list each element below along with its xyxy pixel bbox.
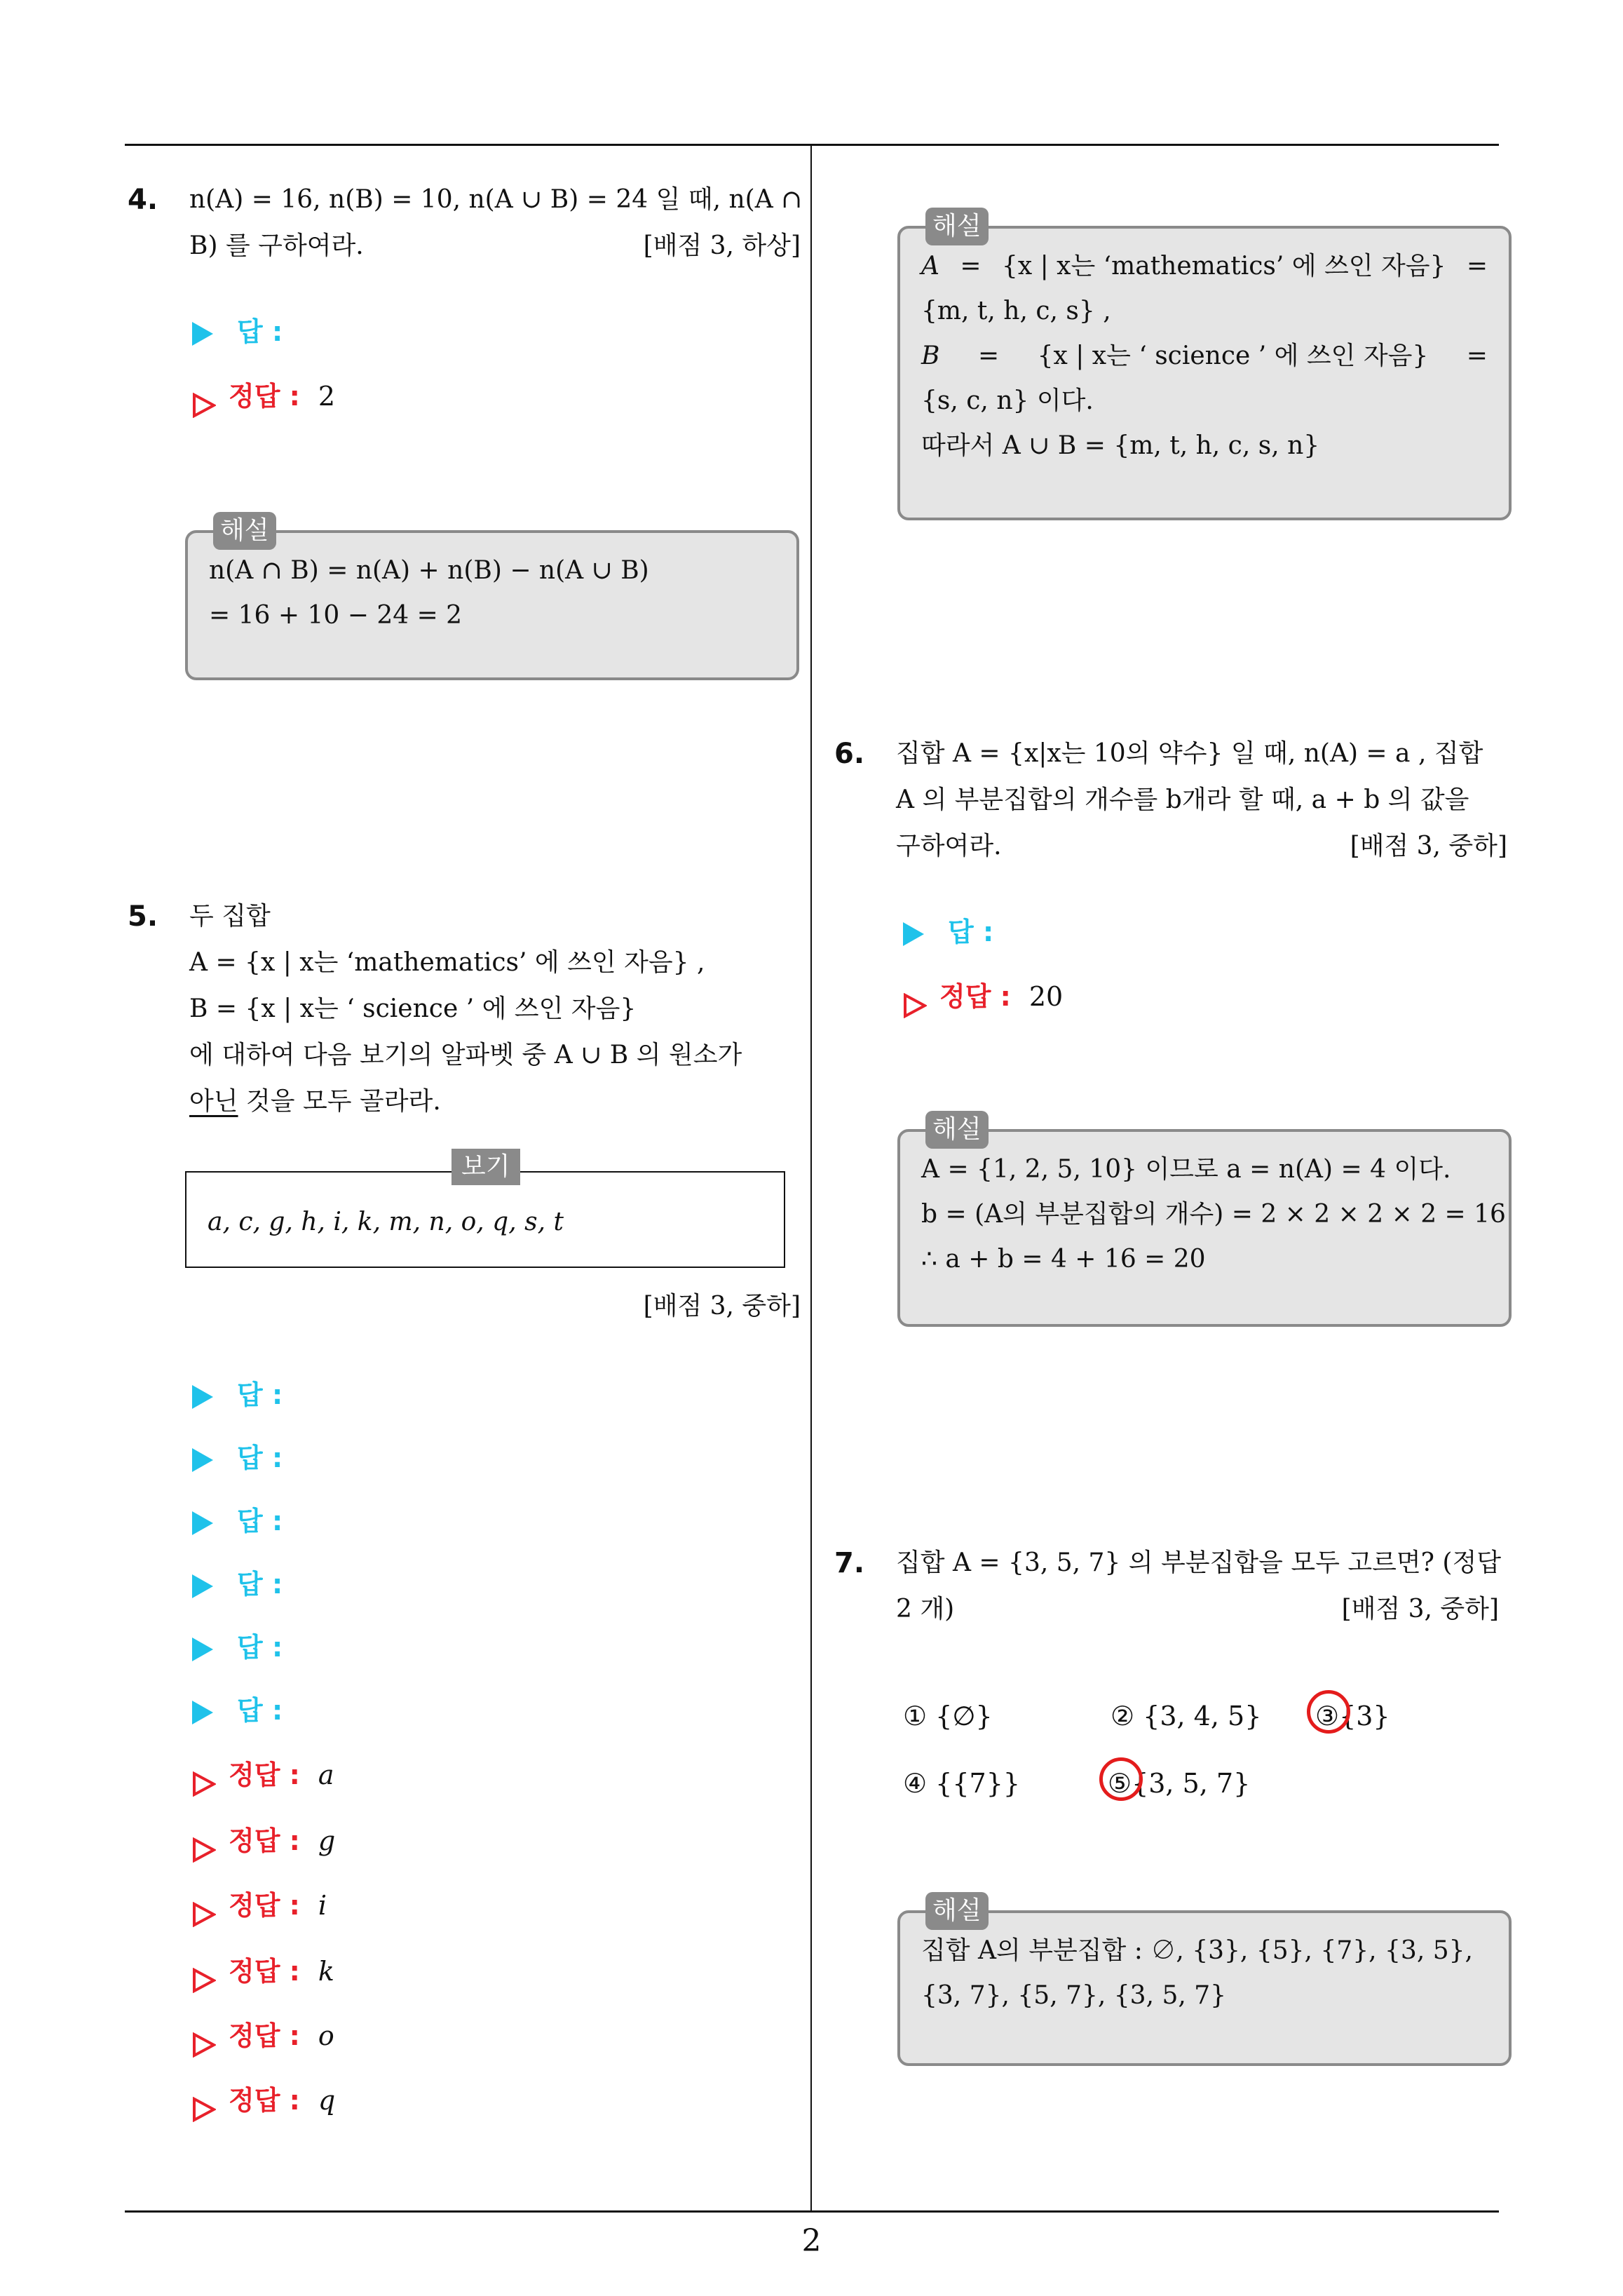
choice-2[interactable] bbox=[1111, 1693, 1261, 1739]
explanation-part: {x | x는 ‘mathematics’ 에 쓰인 자음} bbox=[1001, 252, 1446, 281]
correct-answer bbox=[192, 1818, 335, 1864]
question-text: 2 개) bbox=[896, 1595, 955, 1623]
choice-text: {∅} bbox=[935, 1701, 993, 1731]
choice-text: {3, 5, 7} bbox=[1132, 1768, 1251, 1799]
explanation-tag: 해설 bbox=[925, 208, 989, 245]
choice-number: ② bbox=[1111, 1701, 1135, 1731]
column-divider bbox=[810, 144, 812, 2210]
explanation-line bbox=[921, 334, 1488, 379]
explanation-box bbox=[897, 212, 1512, 520]
answer-field[interactable] bbox=[192, 1687, 283, 1734]
question-text: A = {x | x는 ‘mathematics’ 에 쓰인 자음} , bbox=[189, 948, 705, 977]
choice-5[interactable] bbox=[1108, 1760, 1250, 1807]
explanation-part: = bbox=[960, 252, 982, 281]
explanation-line: 따라서 A ∪ B = {m, t, h, c, s, n} bbox=[921, 431, 1320, 460]
correct-label: 정답 : bbox=[229, 2020, 300, 2051]
outline-triangle-icon bbox=[192, 2025, 216, 2051]
score: [배점 3, 하상] bbox=[643, 231, 801, 260]
correct-answer bbox=[192, 1948, 334, 1994]
question-6 bbox=[834, 731, 1507, 870]
answer-label: 답 : bbox=[237, 1569, 283, 1600]
correct-value: q bbox=[318, 2085, 336, 2116]
answer-field[interactable] bbox=[192, 309, 283, 355]
correct-value: a bbox=[318, 1760, 334, 1790]
correct-answer bbox=[192, 1752, 334, 1798]
explanation-part: {x | x는 ‘ science ’ 에 쓰인 자음} bbox=[1037, 342, 1429, 370]
explanation-tag: 해설 bbox=[925, 1111, 989, 1149]
example-box bbox=[185, 1152, 785, 1268]
choice-text: {{7}} bbox=[935, 1768, 1021, 1799]
play-triangle-icon bbox=[192, 322, 213, 346]
play-triangle-icon bbox=[192, 1448, 213, 1472]
question-number: 4. bbox=[128, 184, 158, 216]
explanation-part: = bbox=[977, 342, 1000, 370]
correct-value: o bbox=[318, 2020, 334, 2051]
choice-text: {3} bbox=[1339, 1701, 1390, 1731]
explanation-box bbox=[185, 516, 799, 680]
answer-label: 답 : bbox=[948, 917, 994, 947]
explanation-line: A = {1, 2, 5, 10} 이므로 a = n(A) = 4 이다. bbox=[921, 1155, 1451, 1184]
outline-triangle-icon bbox=[192, 386, 216, 411]
score: [배점 3, 중하] bbox=[1341, 1595, 1499, 1623]
question-7 bbox=[834, 1540, 1507, 1633]
play-triangle-icon bbox=[192, 1385, 213, 1409]
score: [배점 3, 중하] bbox=[1350, 832, 1507, 860]
left-column bbox=[128, 0, 801, 2209]
correct-answer bbox=[192, 373, 335, 419]
correct-label: 정답 : bbox=[229, 2085, 300, 2116]
correct-answer bbox=[903, 973, 1063, 1020]
right-column bbox=[834, 0, 1507, 2209]
choice-1[interactable] bbox=[903, 1693, 993, 1739]
answer-label: 답 : bbox=[237, 1379, 283, 1410]
choice-number: ③ bbox=[1315, 1701, 1340, 1731]
selected-circle-mark bbox=[1307, 1690, 1350, 1734]
question-text: 두 집합 bbox=[189, 902, 271, 931]
play-triangle-icon bbox=[192, 1574, 213, 1598]
question-text: n(A) = 16, n(B) = 10, n(A ∪ B) = 24 일 때, n(A ∩ bbox=[189, 185, 803, 214]
question-text: B = {x | x는 ‘ science ’ 에 쓰인 자음} bbox=[189, 994, 637, 1023]
explanation-part: = bbox=[1466, 252, 1488, 281]
answer-field[interactable] bbox=[192, 1498, 283, 1544]
question-text: 에 대하여 다음 보기의 알파벳 중 A ∪ B 의 원소가 bbox=[189, 1041, 742, 1069]
question-text: 집합 A = {3, 5, 7} 의 부분집합을 모두 고르면? (정답 bbox=[896, 1548, 1501, 1577]
question-text: 집합 A = {x|x는 10의 약수} 일 때, n(A) = a , 집합 bbox=[896, 739, 1483, 768]
play-triangle-icon bbox=[192, 1701, 213, 1724]
explanation-line: 집합 A의 부분집합 : ∅, {3}, {5}, {7}, {3, 5}, bbox=[921, 1936, 1473, 1965]
choice-3[interactable] bbox=[1315, 1693, 1390, 1739]
explanation-tag: 해설 bbox=[925, 1892, 989, 1930]
underlined-word: 아닌 bbox=[189, 1087, 238, 1116]
answer-field[interactable] bbox=[192, 1372, 283, 1418]
play-triangle-icon bbox=[192, 1511, 213, 1535]
question-4 bbox=[128, 177, 801, 269]
outline-triangle-icon bbox=[192, 1764, 216, 1790]
explanation-part: A bbox=[921, 252, 939, 281]
correct-answer bbox=[192, 2013, 334, 2059]
correct-label: 정답 : bbox=[229, 1760, 300, 1790]
choice-text: {3, 4, 5} bbox=[1143, 1701, 1262, 1731]
explanation-part: = bbox=[1466, 342, 1488, 370]
explanation-line: n(A ∩ B) = n(A) + n(B) − n(A ∪ B) bbox=[209, 556, 649, 585]
question-number: 6. bbox=[834, 738, 865, 770]
example-text: a, c, g, h, i, k, m, n, o, q, s, t bbox=[208, 1208, 564, 1236]
choice-number: ⑤ bbox=[1108, 1768, 1132, 1799]
outline-triangle-icon bbox=[903, 986, 927, 1011]
play-triangle-icon bbox=[903, 922, 924, 946]
choice-number: ④ bbox=[903, 1768, 928, 1799]
explanation-line: ∴ a + b = 4 + 16 = 20 bbox=[921, 1245, 1206, 1274]
explanation-line: b = (A의 부분집합의 개수) = 2 × 2 × 2 × 2 = 16 bbox=[921, 1200, 1506, 1229]
explanation-line: {3, 7}, {5, 7}, {3, 5, 7} bbox=[921, 1981, 1227, 2010]
explanation-line: {m, t, h, c, s} , bbox=[921, 297, 1111, 325]
answer-label: 답 : bbox=[237, 1632, 283, 1663]
answer-field[interactable] bbox=[192, 1561, 283, 1607]
explanation-box bbox=[897, 1896, 1512, 2066]
correct-label: 정답 : bbox=[229, 1890, 300, 1921]
correct-value: k bbox=[318, 1956, 334, 1987]
question-text: A 의 부분집합의 개수를 b개라 할 때, a + b 의 값을 bbox=[896, 785, 1469, 814]
page-number: 2 bbox=[801, 2223, 822, 2259]
question-text: 구하여라. bbox=[896, 832, 1002, 860]
answer-label: 답 : bbox=[237, 1506, 283, 1537]
explanation-box bbox=[897, 1115, 1512, 1327]
correct-label: 정답 : bbox=[229, 1956, 300, 1987]
answer-label: 답 : bbox=[237, 316, 283, 347]
outline-triangle-icon bbox=[192, 1895, 216, 1920]
answer-label: 답 : bbox=[237, 1443, 283, 1473]
example-tag: 보기 bbox=[451, 1149, 520, 1185]
score: [배점 3, 중하] bbox=[643, 1292, 801, 1321]
explanation-line: {s, c, n} 이다. bbox=[921, 386, 1094, 415]
correct-value: g bbox=[318, 1825, 336, 1856]
answer-field[interactable] bbox=[903, 909, 993, 955]
correct-value: i bbox=[318, 1890, 327, 1921]
explanation-part: B bbox=[921, 342, 940, 370]
explanation-line: = 16 + 10 − 24 = 2 bbox=[209, 601, 463, 630]
question-number: 7. bbox=[834, 1547, 865, 1579]
answer-field[interactable] bbox=[192, 1435, 283, 1481]
answer-field[interactable] bbox=[192, 1624, 283, 1670]
choice-number: ① bbox=[903, 1701, 928, 1731]
correct-label: 정답 : bbox=[939, 981, 1011, 1012]
choice-4[interactable] bbox=[903, 1760, 1020, 1807]
correct-value: 20 bbox=[1028, 981, 1064, 1012]
play-triangle-icon bbox=[192, 1637, 213, 1661]
answer-label: 답 : bbox=[237, 1695, 283, 1726]
selected-circle-mark bbox=[1099, 1757, 1143, 1801]
correct-answer bbox=[192, 1882, 327, 1929]
question-5 bbox=[128, 893, 801, 1125]
correct-label: 정답 : bbox=[229, 1825, 300, 1856]
outline-triangle-icon bbox=[192, 2090, 216, 2115]
outline-triangle-icon bbox=[192, 1961, 216, 1986]
question-text: 것을 모두 골라라. bbox=[238, 1087, 441, 1116]
explanation-line bbox=[921, 244, 1488, 289]
question-number: 5. bbox=[128, 900, 158, 933]
bottom-rule bbox=[125, 2210, 1499, 2213]
outline-triangle-icon bbox=[192, 1830, 216, 1856]
question-text: B) 를 구하여라. bbox=[189, 231, 364, 260]
correct-label: 정답 : bbox=[229, 381, 300, 412]
correct-answer bbox=[192, 2077, 335, 2123]
explanation-tag: 해설 bbox=[213, 512, 276, 550]
correct-value: 2 bbox=[318, 381, 336, 412]
